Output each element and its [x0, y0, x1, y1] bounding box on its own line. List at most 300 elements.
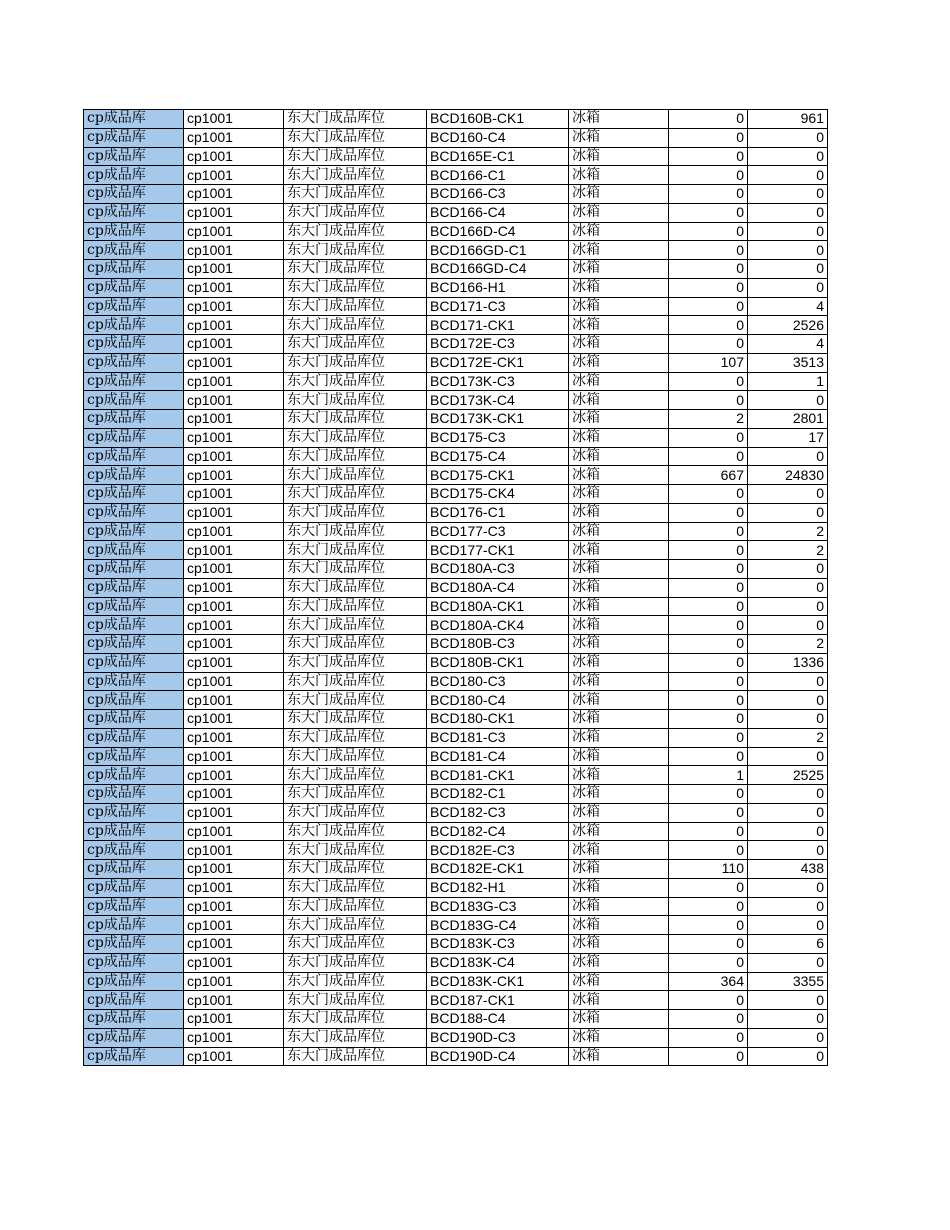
qty-a-cell[interactable]: 0	[669, 803, 748, 822]
location-cell[interactable]: 东大门成品库位	[284, 128, 427, 147]
warehouse-code-cell[interactable]: cp1001	[184, 597, 284, 616]
location-cell[interactable]: 东大门成品库位	[284, 391, 427, 410]
qty-b-cell[interactable]: 0	[748, 185, 828, 204]
location-cell[interactable]: 东大门成品库位	[284, 372, 427, 391]
warehouse-cell[interactable]: cp成品库	[84, 297, 184, 316]
qty-b-cell[interactable]: 2526	[748, 316, 828, 335]
location-cell[interactable]: 东大门成品库位	[284, 541, 427, 560]
warehouse-cell[interactable]: cp成品库	[84, 428, 184, 447]
location-cell[interactable]: 东大门成品库位	[284, 935, 427, 954]
model-cell[interactable]: BCD180A-CK4	[427, 616, 569, 635]
qty-a-cell[interactable]: 0	[669, 316, 748, 335]
location-cell[interactable]: 东大门成品库位	[284, 485, 427, 504]
model-cell[interactable]: BCD181-CK1	[427, 766, 569, 785]
category-cell[interactable]: 冰箱	[569, 991, 669, 1010]
location-cell[interactable]: 东大门成品库位	[284, 185, 427, 204]
warehouse-cell[interactable]: cp成品库	[84, 503, 184, 522]
qty-b-cell[interactable]: 961	[748, 110, 828, 129]
warehouse-cell[interactable]: cp成品库	[84, 485, 184, 504]
category-cell[interactable]: 冰箱	[569, 747, 669, 766]
category-cell[interactable]: 冰箱	[569, 147, 669, 166]
qty-a-cell[interactable]: 0	[669, 203, 748, 222]
model-cell[interactable]: BCD180-CK1	[427, 710, 569, 729]
qty-b-cell[interactable]: 0	[748, 597, 828, 616]
warehouse-code-cell[interactable]: cp1001	[184, 710, 284, 729]
warehouse-cell[interactable]: cp成品库	[84, 316, 184, 335]
warehouse-cell[interactable]: cp成品库	[84, 785, 184, 804]
qty-b-cell[interactable]: 2	[748, 728, 828, 747]
model-cell[interactable]: BCD173K-C4	[427, 391, 569, 410]
category-cell[interactable]: 冰箱	[569, 841, 669, 860]
model-cell[interactable]: BCD166-C3	[427, 185, 569, 204]
qty-b-cell[interactable]: 0	[748, 897, 828, 916]
model-cell[interactable]: BCD180A-C3	[427, 560, 569, 579]
qty-b-cell[interactable]: 0	[748, 147, 828, 166]
qty-b-cell[interactable]: 0	[748, 278, 828, 297]
location-cell[interactable]: 东大门成品库位	[284, 635, 427, 654]
warehouse-cell[interactable]: cp成品库	[84, 466, 184, 485]
category-cell[interactable]: 冰箱	[569, 935, 669, 954]
qty-b-cell[interactable]: 3513	[748, 353, 828, 372]
warehouse-cell[interactable]: cp成品库	[84, 241, 184, 260]
model-cell[interactable]: BCD180A-CK1	[427, 597, 569, 616]
qty-b-cell[interactable]: 1336	[748, 653, 828, 672]
warehouse-code-cell[interactable]: cp1001	[184, 1028, 284, 1047]
category-cell[interactable]: 冰箱	[569, 785, 669, 804]
warehouse-cell[interactable]: cp成品库	[84, 410, 184, 429]
model-cell[interactable]: BCD166-C4	[427, 203, 569, 222]
warehouse-cell[interactable]: cp成品库	[84, 878, 184, 897]
qty-b-cell[interactable]: 0	[748, 785, 828, 804]
qty-a-cell[interactable]: 0	[669, 597, 748, 616]
qty-a-cell[interactable]: 0	[669, 166, 748, 185]
qty-b-cell[interactable]: 0	[748, 710, 828, 729]
model-cell[interactable]: BCD183K-C3	[427, 935, 569, 954]
location-cell[interactable]: 东大门成品库位	[284, 766, 427, 785]
category-cell[interactable]: 冰箱	[569, 878, 669, 897]
warehouse-cell[interactable]: cp成品库	[84, 353, 184, 372]
warehouse-code-cell[interactable]: cp1001	[184, 503, 284, 522]
warehouse-code-cell[interactable]: cp1001	[184, 335, 284, 354]
location-cell[interactable]: 东大门成品库位	[284, 222, 427, 241]
model-cell[interactable]: BCD182-C3	[427, 803, 569, 822]
warehouse-cell[interactable]: cp成品库	[84, 147, 184, 166]
warehouse-cell[interactable]: cp成品库	[84, 991, 184, 1010]
warehouse-code-cell[interactable]: cp1001	[184, 541, 284, 560]
qty-a-cell[interactable]: 0	[669, 1028, 748, 1047]
category-cell[interactable]: 冰箱	[569, 635, 669, 654]
qty-a-cell[interactable]: 0	[669, 391, 748, 410]
location-cell[interactable]: 东大门成品库位	[284, 747, 427, 766]
warehouse-code-cell[interactable]: cp1001	[184, 110, 284, 129]
qty-b-cell[interactable]: 6	[748, 935, 828, 954]
location-cell[interactable]: 东大门成品库位	[284, 953, 427, 972]
warehouse-code-cell[interactable]: cp1001	[184, 372, 284, 391]
qty-a-cell[interactable]: 0	[669, 991, 748, 1010]
model-cell[interactable]: BCD173K-CK1	[427, 410, 569, 429]
warehouse-cell[interactable]: cp成品库	[84, 972, 184, 991]
model-cell[interactable]: BCD188-C4	[427, 1010, 569, 1029]
location-cell[interactable]: 东大门成品库位	[284, 653, 427, 672]
qty-a-cell[interactable]: 0	[669, 260, 748, 279]
warehouse-cell[interactable]: cp成品库	[84, 128, 184, 147]
location-cell[interactable]: 东大门成品库位	[284, 297, 427, 316]
category-cell[interactable]: 冰箱	[569, 278, 669, 297]
qty-a-cell[interactable]: 0	[669, 710, 748, 729]
qty-a-cell[interactable]: 0	[669, 128, 748, 147]
warehouse-cell[interactable]: cp成品库	[84, 841, 184, 860]
qty-b-cell[interactable]: 2	[748, 541, 828, 560]
location-cell[interactable]: 东大门成品库位	[284, 147, 427, 166]
warehouse-cell[interactable]: cp成品库	[84, 166, 184, 185]
category-cell[interactable]: 冰箱	[569, 710, 669, 729]
qty-a-cell[interactable]: 0	[669, 1010, 748, 1029]
warehouse-code-cell[interactable]: cp1001	[184, 485, 284, 504]
category-cell[interactable]: 冰箱	[569, 316, 669, 335]
qty-a-cell[interactable]: 0	[669, 447, 748, 466]
warehouse-code-cell[interactable]: cp1001	[184, 616, 284, 635]
location-cell[interactable]: 东大门成品库位	[284, 241, 427, 260]
location-cell[interactable]: 东大门成品库位	[284, 728, 427, 747]
model-cell[interactable]: BCD171-C3	[427, 297, 569, 316]
warehouse-cell[interactable]: cp成品库	[84, 278, 184, 297]
qty-b-cell[interactable]: 438	[748, 860, 828, 879]
model-cell[interactable]: BCD176-C1	[427, 503, 569, 522]
category-cell[interactable]: 冰箱	[569, 372, 669, 391]
warehouse-cell[interactable]: cp成品库	[84, 1047, 184, 1066]
warehouse-cell[interactable]: cp成品库	[84, 203, 184, 222]
location-cell[interactable]: 东大门成品库位	[284, 597, 427, 616]
warehouse-code-cell[interactable]: cp1001	[184, 728, 284, 747]
qty-b-cell[interactable]: 0	[748, 1010, 828, 1029]
qty-b-cell[interactable]: 0	[748, 1028, 828, 1047]
qty-a-cell[interactable]: 0	[669, 522, 748, 541]
model-cell[interactable]: BCD182E-C3	[427, 841, 569, 860]
qty-b-cell[interactable]: 0	[748, 166, 828, 185]
warehouse-code-cell[interactable]: cp1001	[184, 916, 284, 935]
qty-a-cell[interactable]: 0	[669, 953, 748, 972]
warehouse-code-cell[interactable]: cp1001	[184, 878, 284, 897]
category-cell[interactable]: 冰箱	[569, 391, 669, 410]
warehouse-cell[interactable]: cp成品库	[84, 728, 184, 747]
qty-a-cell[interactable]: 0	[669, 485, 748, 504]
warehouse-cell[interactable]: cp成品库	[84, 391, 184, 410]
category-cell[interactable]: 冰箱	[569, 672, 669, 691]
warehouse-cell[interactable]: cp成品库	[84, 560, 184, 579]
model-cell[interactable]: BCD175-C4	[427, 447, 569, 466]
warehouse-cell[interactable]: cp成品库	[84, 541, 184, 560]
qty-a-cell[interactable]: 0	[669, 372, 748, 391]
category-cell[interactable]: 冰箱	[569, 578, 669, 597]
location-cell[interactable]: 东大门成品库位	[284, 503, 427, 522]
category-cell[interactable]: 冰箱	[569, 653, 669, 672]
qty-b-cell[interactable]: 0	[748, 260, 828, 279]
warehouse-code-cell[interactable]: cp1001	[184, 260, 284, 279]
qty-b-cell[interactable]: 0	[748, 691, 828, 710]
model-cell[interactable]: BCD166GD-C4	[427, 260, 569, 279]
qty-b-cell[interactable]: 2	[748, 635, 828, 654]
warehouse-cell[interactable]: cp成品库	[84, 335, 184, 354]
warehouse-code-cell[interactable]: cp1001	[184, 785, 284, 804]
qty-b-cell[interactable]: 0	[748, 391, 828, 410]
location-cell[interactable]: 东大门成品库位	[284, 710, 427, 729]
location-cell[interactable]: 东大门成品库位	[284, 447, 427, 466]
location-cell[interactable]: 东大门成品库位	[284, 785, 427, 804]
qty-a-cell[interactable]: 0	[669, 185, 748, 204]
warehouse-cell[interactable]: cp成品库	[84, 803, 184, 822]
location-cell[interactable]: 东大门成品库位	[284, 278, 427, 297]
location-cell[interactable]: 东大门成品库位	[284, 110, 427, 129]
category-cell[interactable]: 冰箱	[569, 203, 669, 222]
category-cell[interactable]: 冰箱	[569, 410, 669, 429]
warehouse-code-cell[interactable]: cp1001	[184, 185, 284, 204]
qty-a-cell[interactable]: 364	[669, 972, 748, 991]
warehouse-cell[interactable]: cp成品库	[84, 672, 184, 691]
model-cell[interactable]: BCD166D-C4	[427, 222, 569, 241]
location-cell[interactable]: 东大门成品库位	[284, 878, 427, 897]
warehouse-code-cell[interactable]: cp1001	[184, 353, 284, 372]
location-cell[interactable]: 东大门成品库位	[284, 841, 427, 860]
qty-b-cell[interactable]: 0	[748, 672, 828, 691]
warehouse-cell[interactable]: cp成品库	[84, 597, 184, 616]
qty-b-cell[interactable]: 0	[748, 447, 828, 466]
model-cell[interactable]: BCD180-C4	[427, 691, 569, 710]
qty-a-cell[interactable]: 0	[669, 297, 748, 316]
model-cell[interactable]: BCD183K-C4	[427, 953, 569, 972]
warehouse-cell[interactable]: cp成品库	[84, 653, 184, 672]
category-cell[interactable]: 冰箱	[569, 560, 669, 579]
warehouse-cell[interactable]: cp成品库	[84, 860, 184, 879]
warehouse-cell[interactable]: cp成品库	[84, 1028, 184, 1047]
warehouse-code-cell[interactable]: cp1001	[184, 691, 284, 710]
warehouse-code-cell[interactable]: cp1001	[184, 578, 284, 597]
category-cell[interactable]: 冰箱	[569, 916, 669, 935]
model-cell[interactable]: BCD160-C4	[427, 128, 569, 147]
qty-a-cell[interactable]: 107	[669, 353, 748, 372]
model-cell[interactable]: BCD183G-C3	[427, 897, 569, 916]
qty-b-cell[interactable]: 0	[748, 222, 828, 241]
warehouse-cell[interactable]: cp成品库	[84, 935, 184, 954]
warehouse-cell[interactable]: cp成品库	[84, 822, 184, 841]
qty-a-cell[interactable]: 0	[669, 560, 748, 579]
qty-a-cell[interactable]: 0	[669, 822, 748, 841]
qty-b-cell[interactable]: 2	[748, 522, 828, 541]
location-cell[interactable]: 东大门成品库位	[284, 897, 427, 916]
warehouse-cell[interactable]: cp成品库	[84, 916, 184, 935]
model-cell[interactable]: BCD175-CK1	[427, 466, 569, 485]
qty-a-cell[interactable]: 0	[669, 110, 748, 129]
qty-b-cell[interactable]: 0	[748, 953, 828, 972]
warehouse-cell[interactable]: cp成品库	[84, 1010, 184, 1029]
model-cell[interactable]: BCD177-CK1	[427, 541, 569, 560]
category-cell[interactable]: 冰箱	[569, 691, 669, 710]
location-cell[interactable]: 东大门成品库位	[284, 1010, 427, 1029]
category-cell[interactable]: 冰箱	[569, 897, 669, 916]
warehouse-cell[interactable]: cp成品库	[84, 766, 184, 785]
category-cell[interactable]: 冰箱	[569, 860, 669, 879]
qty-a-cell[interactable]: 0	[669, 672, 748, 691]
qty-a-cell[interactable]: 0	[669, 616, 748, 635]
category-cell[interactable]: 冰箱	[569, 447, 669, 466]
qty-a-cell[interactable]: 2	[669, 410, 748, 429]
location-cell[interactable]: 东大门成品库位	[284, 972, 427, 991]
warehouse-code-cell[interactable]: cp1001	[184, 860, 284, 879]
category-cell[interactable]: 冰箱	[569, 466, 669, 485]
qty-a-cell[interactable]: 0	[669, 897, 748, 916]
qty-a-cell[interactable]: 0	[669, 841, 748, 860]
location-cell[interactable]: 东大门成品库位	[284, 560, 427, 579]
warehouse-cell[interactable]: cp成品库	[84, 710, 184, 729]
location-cell[interactable]: 东大门成品库位	[284, 616, 427, 635]
model-cell[interactable]: BCD180B-CK1	[427, 653, 569, 672]
location-cell[interactable]: 东大门成品库位	[284, 803, 427, 822]
model-cell[interactable]: BCD190D-C3	[427, 1028, 569, 1047]
category-cell[interactable]: 冰箱	[569, 335, 669, 354]
warehouse-code-cell[interactable]: cp1001	[184, 803, 284, 822]
warehouse-code-cell[interactable]: cp1001	[184, 653, 284, 672]
qty-a-cell[interactable]: 0	[669, 747, 748, 766]
warehouse-code-cell[interactable]: cp1001	[184, 428, 284, 447]
qty-b-cell[interactable]: 0	[748, 916, 828, 935]
warehouse-code-cell[interactable]: cp1001	[184, 410, 284, 429]
model-cell[interactable]: BCD182-H1	[427, 878, 569, 897]
location-cell[interactable]: 东大门成品库位	[284, 916, 427, 935]
category-cell[interactable]: 冰箱	[569, 1010, 669, 1029]
category-cell[interactable]: 冰箱	[569, 485, 669, 504]
model-cell[interactable]: BCD172E-C3	[427, 335, 569, 354]
warehouse-code-cell[interactable]: cp1001	[184, 972, 284, 991]
category-cell[interactable]: 冰箱	[569, 241, 669, 260]
warehouse-code-cell[interactable]: cp1001	[184, 241, 284, 260]
qty-a-cell[interactable]: 0	[669, 728, 748, 747]
qty-a-cell[interactable]: 0	[669, 541, 748, 560]
model-cell[interactable]: BCD180A-C4	[427, 578, 569, 597]
warehouse-cell[interactable]: cp成品库	[84, 260, 184, 279]
warehouse-code-cell[interactable]: cp1001	[184, 1047, 284, 1066]
qty-b-cell[interactable]: 0	[748, 241, 828, 260]
qty-a-cell[interactable]: 0	[669, 147, 748, 166]
qty-a-cell[interactable]: 1	[669, 766, 748, 785]
category-cell[interactable]: 冰箱	[569, 972, 669, 991]
category-cell[interactable]: 冰箱	[569, 1028, 669, 1047]
qty-b-cell[interactable]: 0	[748, 616, 828, 635]
category-cell[interactable]: 冰箱	[569, 297, 669, 316]
qty-b-cell[interactable]: 0	[748, 578, 828, 597]
model-cell[interactable]: BCD183K-CK1	[427, 972, 569, 991]
category-cell[interactable]: 冰箱	[569, 597, 669, 616]
model-cell[interactable]: BCD175-CK4	[427, 485, 569, 504]
location-cell[interactable]: 东大门成品库位	[284, 316, 427, 335]
warehouse-code-cell[interactable]: cp1001	[184, 766, 284, 785]
category-cell[interactable]: 冰箱	[569, 1047, 669, 1066]
qty-b-cell[interactable]: 0	[748, 991, 828, 1010]
warehouse-code-cell[interactable]: cp1001	[184, 897, 284, 916]
location-cell[interactable]: 东大门成品库位	[284, 353, 427, 372]
category-cell[interactable]: 冰箱	[569, 353, 669, 372]
category-cell[interactable]: 冰箱	[569, 110, 669, 129]
model-cell[interactable]: BCD166GD-C1	[427, 241, 569, 260]
model-cell[interactable]: BCD172E-CK1	[427, 353, 569, 372]
location-cell[interactable]: 东大门成品库位	[284, 466, 427, 485]
qty-a-cell[interactable]: 0	[669, 653, 748, 672]
warehouse-code-cell[interactable]: cp1001	[184, 316, 284, 335]
category-cell[interactable]: 冰箱	[569, 522, 669, 541]
warehouse-cell[interactable]: cp成品库	[84, 616, 184, 635]
qty-b-cell[interactable]: 4	[748, 335, 828, 354]
warehouse-code-cell[interactable]: cp1001	[184, 203, 284, 222]
warehouse-cell[interactable]: cp成品库	[84, 578, 184, 597]
model-cell[interactable]: BCD166-C1	[427, 166, 569, 185]
warehouse-code-cell[interactable]: cp1001	[184, 447, 284, 466]
warehouse-code-cell[interactable]: cp1001	[184, 522, 284, 541]
qty-a-cell[interactable]: 0	[669, 935, 748, 954]
model-cell[interactable]: BCD165E-C1	[427, 147, 569, 166]
category-cell[interactable]: 冰箱	[569, 803, 669, 822]
warehouse-code-cell[interactable]: cp1001	[184, 147, 284, 166]
qty-a-cell[interactable]: 0	[669, 428, 748, 447]
location-cell[interactable]: 东大门成品库位	[284, 335, 427, 354]
warehouse-cell[interactable]: cp成品库	[84, 747, 184, 766]
model-cell[interactable]: BCD160B-CK1	[427, 110, 569, 129]
warehouse-code-cell[interactable]: cp1001	[184, 841, 284, 860]
qty-a-cell[interactable]: 0	[669, 691, 748, 710]
warehouse-code-cell[interactable]: cp1001	[184, 391, 284, 410]
model-cell[interactable]: BCD182-C4	[427, 822, 569, 841]
qty-a-cell[interactable]: 0	[669, 916, 748, 935]
warehouse-code-cell[interactable]: cp1001	[184, 166, 284, 185]
qty-b-cell[interactable]: 17	[748, 428, 828, 447]
qty-b-cell[interactable]: 2525	[748, 766, 828, 785]
qty-b-cell[interactable]: 0	[748, 803, 828, 822]
model-cell[interactable]: BCD180B-C3	[427, 635, 569, 654]
warehouse-cell[interactable]: cp成品库	[84, 522, 184, 541]
category-cell[interactable]: 冰箱	[569, 166, 669, 185]
location-cell[interactable]: 东大门成品库位	[284, 672, 427, 691]
location-cell[interactable]: 东大门成品库位	[284, 260, 427, 279]
model-cell[interactable]: BCD166-H1	[427, 278, 569, 297]
qty-b-cell[interactable]: 0	[748, 560, 828, 579]
warehouse-cell[interactable]: cp成品库	[84, 953, 184, 972]
warehouse-code-cell[interactable]: cp1001	[184, 822, 284, 841]
qty-a-cell[interactable]: 0	[669, 241, 748, 260]
category-cell[interactable]: 冰箱	[569, 428, 669, 447]
qty-b-cell[interactable]: 0	[748, 485, 828, 504]
category-cell[interactable]: 冰箱	[569, 260, 669, 279]
warehouse-code-cell[interactable]: cp1001	[184, 278, 284, 297]
qty-b-cell[interactable]: 2801	[748, 410, 828, 429]
qty-b-cell[interactable]: 0	[748, 878, 828, 897]
location-cell[interactable]: 东大门成品库位	[284, 410, 427, 429]
qty-a-cell[interactable]: 0	[669, 635, 748, 654]
location-cell[interactable]: 东大门成品库位	[284, 578, 427, 597]
category-cell[interactable]: 冰箱	[569, 503, 669, 522]
warehouse-code-cell[interactable]: cp1001	[184, 297, 284, 316]
qty-b-cell[interactable]: 0	[748, 503, 828, 522]
location-cell[interactable]: 东大门成品库位	[284, 991, 427, 1010]
qty-b-cell[interactable]: 1	[748, 372, 828, 391]
qty-b-cell[interactable]: 0	[748, 203, 828, 222]
qty-a-cell[interactable]: 110	[669, 860, 748, 879]
category-cell[interactable]: 冰箱	[569, 541, 669, 560]
warehouse-code-cell[interactable]: cp1001	[184, 747, 284, 766]
model-cell[interactable]: BCD182E-CK1	[427, 860, 569, 879]
model-cell[interactable]: BCD175-C3	[427, 428, 569, 447]
model-cell[interactable]: BCD190D-C4	[427, 1047, 569, 1066]
model-cell[interactable]: BCD182-C1	[427, 785, 569, 804]
model-cell[interactable]: BCD173K-C3	[427, 372, 569, 391]
warehouse-cell[interactable]: cp成品库	[84, 447, 184, 466]
warehouse-cell[interactable]: cp成品库	[84, 691, 184, 710]
